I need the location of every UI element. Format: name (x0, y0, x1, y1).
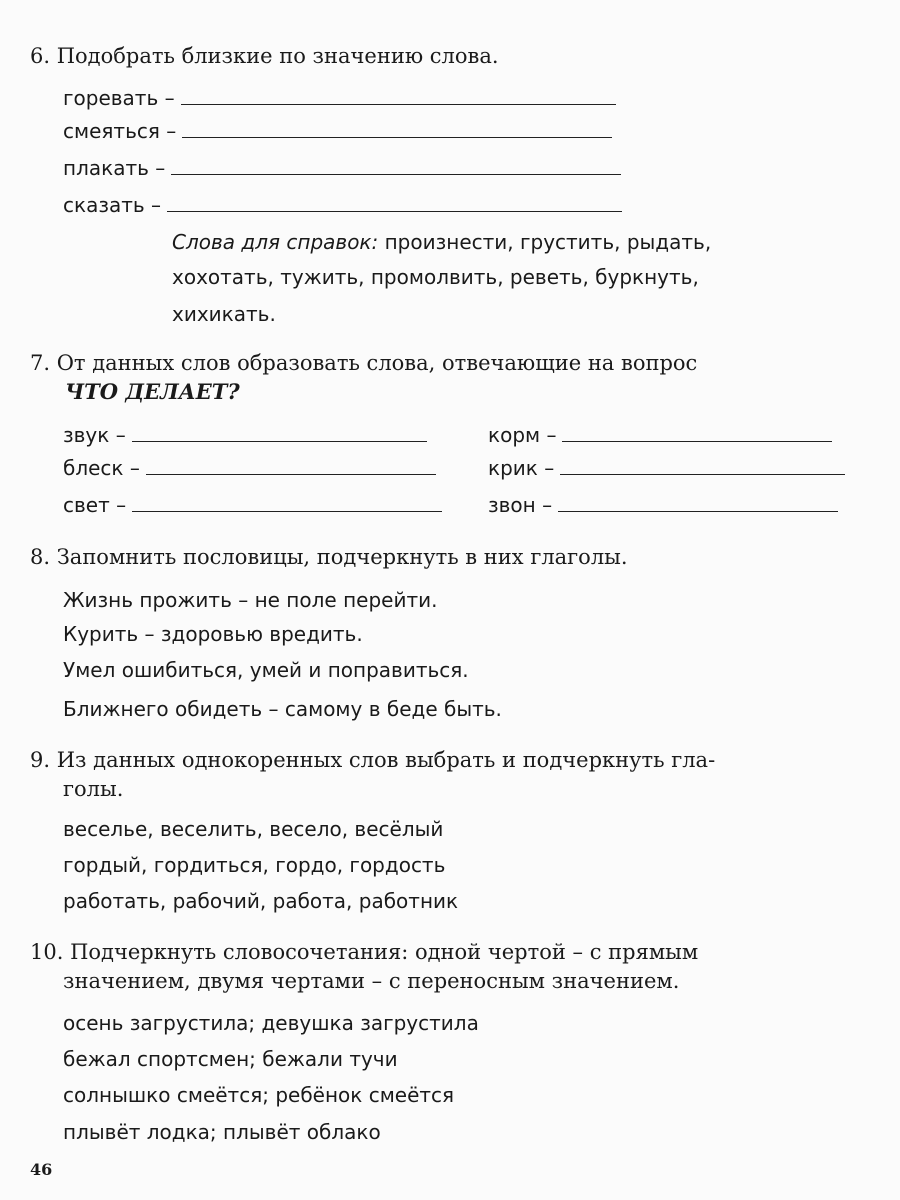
hint-line (172, 230, 711, 254)
answer-line[interactable] (167, 210, 622, 212)
word-row (488, 456, 845, 480)
hint-label: Слова для справок: (172, 230, 379, 254)
task-9-title: 9. Из данных однокоренных слов выбрать и подчеркнуть гла- (30, 748, 716, 772)
word: крик – (488, 456, 555, 480)
answer-line[interactable] (560, 473, 845, 475)
synonym-row (63, 156, 621, 180)
proverb: Умел ошибиться, умей и поправиться. (63, 658, 469, 682)
phrase-pair: солнышко смеётся; ребёнок смеётся (63, 1083, 455, 1107)
word-group: работать, рабочий, работа, работник (63, 889, 459, 913)
hint-line: хихикать. (172, 302, 276, 326)
task-7-title: 7. От данных слов образовать слова, отвечающие на вопрос (30, 351, 698, 375)
phrase-pair: бежал спортсмен; бежали тучи (63, 1047, 398, 1071)
word: сказать – (63, 193, 162, 217)
answer-line[interactable] (132, 510, 442, 512)
proverb: Жизнь прожить – не поле перейти. (63, 588, 438, 612)
word: смеяться – (63, 119, 177, 143)
word: корм – (488, 423, 557, 447)
word-group: гордый, гордиться, гордо, гордость (63, 853, 446, 877)
word-row (63, 423, 427, 447)
synonym-row (63, 86, 616, 110)
task-6-title: 6. Подобрать близкие по значению слова. (30, 44, 499, 68)
word: звук – (63, 423, 126, 447)
word: свет – (63, 493, 127, 517)
word: горевать – (63, 86, 175, 110)
answer-line[interactable] (182, 136, 612, 138)
page-number: 46 (30, 1160, 53, 1179)
word-group: веселье, веселить, весело, весёлый (63, 817, 444, 841)
word-row (488, 493, 838, 517)
word-row (488, 423, 832, 447)
task-8-title: 8. Запомнить пословицы, подчеркнуть в них глаголы. (30, 545, 628, 569)
answer-line[interactable] (181, 103, 616, 105)
task-7-question: ЧТО ДЕЛАЕТ? (65, 379, 240, 404)
proverb: Курить – здоровью вредить. (63, 622, 363, 646)
phrase-pair: осень загрустила; девушка загрустила (63, 1011, 479, 1035)
answer-line[interactable] (171, 173, 621, 175)
word-row (63, 493, 442, 517)
word-row (63, 456, 436, 480)
task-10-title: 10. Подчеркнуть словосочетания: одной чертой – с прямым (30, 940, 699, 964)
hint-line: хохотать, тужить, промолвить, реветь, буркнуть, (172, 265, 699, 289)
word: блеск – (63, 456, 140, 480)
proverb: Ближнего обидеть – самому в беде быть. (63, 697, 502, 721)
word: плакать – (63, 156, 166, 180)
phrase-pair: плывёт лодка; плывёт облако (63, 1120, 381, 1144)
synonym-row (63, 193, 622, 217)
answer-line[interactable] (558, 510, 838, 512)
synonym-row (63, 119, 612, 143)
answer-line[interactable] (562, 440, 832, 442)
word: звон – (488, 493, 553, 517)
hint-text: произнести, грустить, рыдать, (378, 230, 712, 254)
answer-line[interactable] (146, 473, 436, 475)
answer-line[interactable] (132, 440, 427, 442)
task-10-title-cont: значением, двумя чертами – с переносным значением. (63, 969, 680, 993)
task-9-title-cont: голы. (63, 777, 124, 801)
